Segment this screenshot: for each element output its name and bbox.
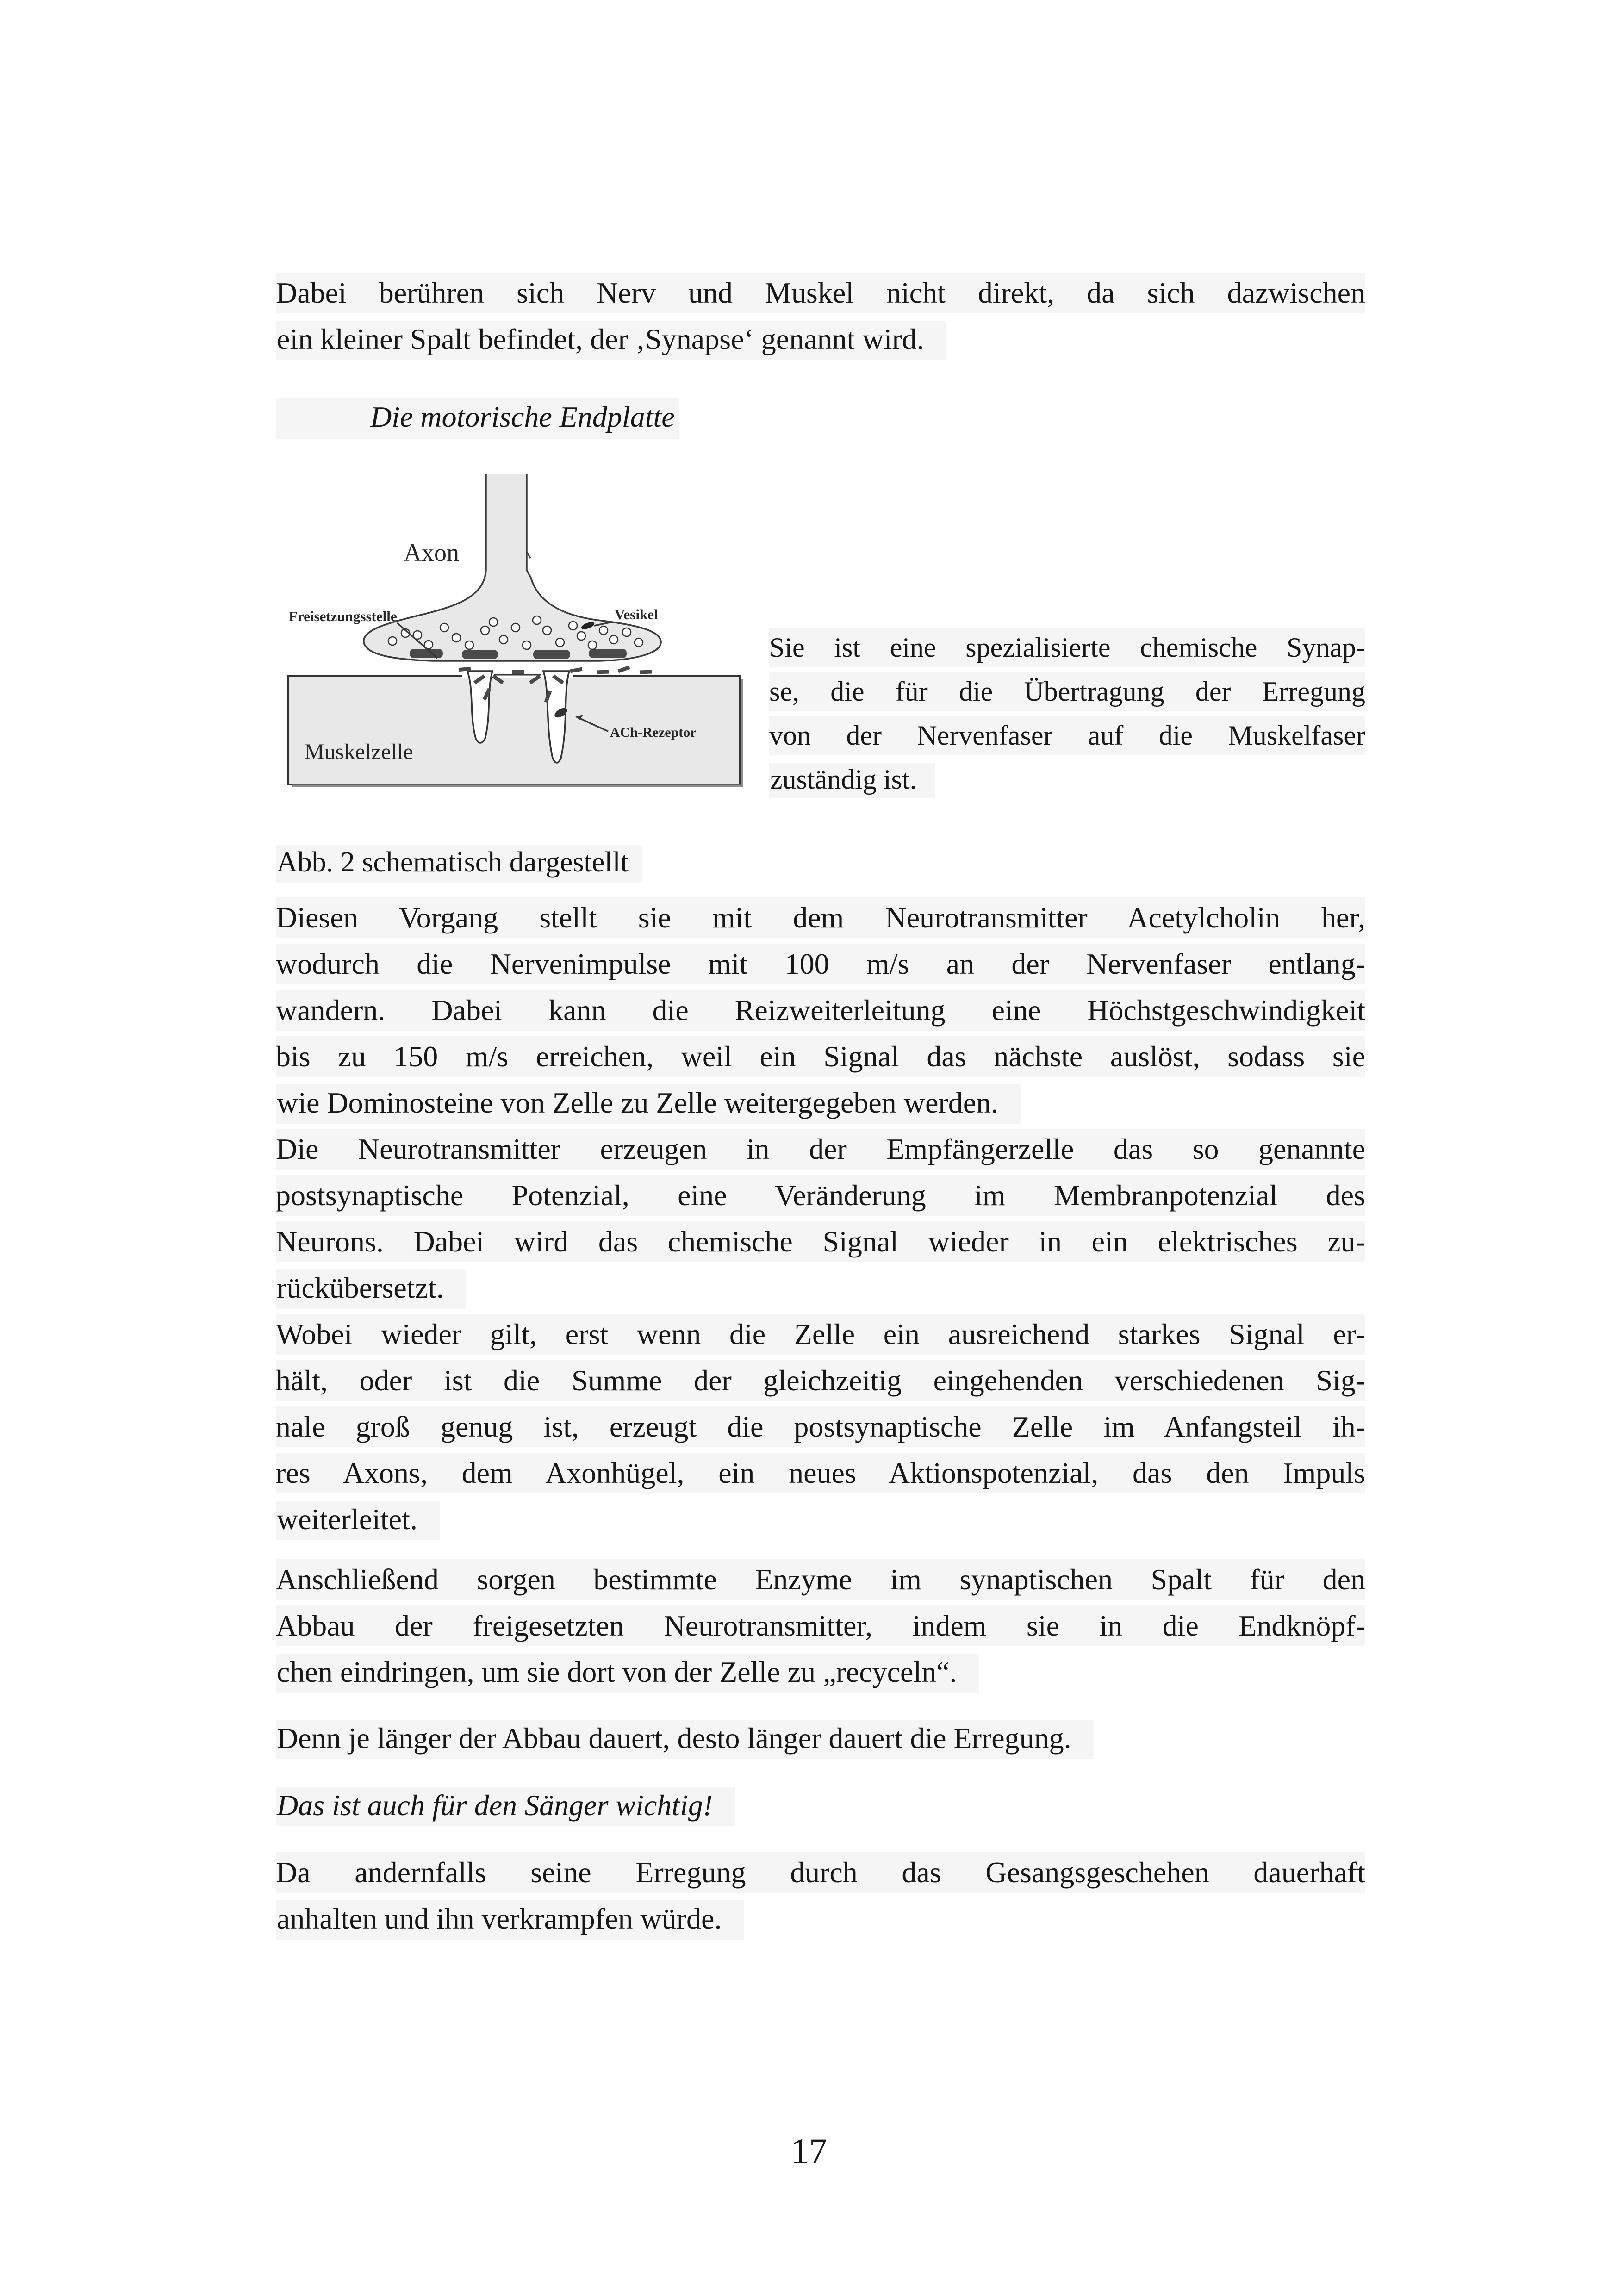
heading-text: Die motorische Endplatte [276, 394, 1365, 440]
text-line: Wobei wieder gilt, erst wenn die Zelle ein ausreichend starkes Signal er- [276, 1311, 1365, 1357]
text-line: bis zu 150 m/s erreichen, weil ein Signal das nächste auslöst, sodass sie [276, 1033, 1365, 1080]
figure-caption [276, 839, 1365, 885]
text-line: ein kleiner Spalt befindet, der ‚Synapse‘ genannt wird. [276, 316, 1365, 362]
figure-motor-endplate [278, 463, 815, 787]
text-line: Abbau der freigesetzten Neurotransmitter, indem sie in die Endknöpf- [276, 1603, 1365, 1649]
text-line: Da andernfalls seine Erregung durch das Gesangsgeschehen dauerhaft [276, 1849, 1365, 1896]
text-line: hält, oder ist die Summe der gleichzeitig eingehenden verschiedenen Sig- [276, 1357, 1365, 1404]
page-number: 17 [791, 2131, 827, 2171]
paragraph-7 [276, 1782, 1365, 1829]
text-line: wie Dominosteine von Zelle zu Zelle weitergegeben werden. [276, 1080, 1365, 1126]
text-line: wodurch die Nervenimpulse mit 100 m/s an der Nervenfaser entlang- [276, 941, 1365, 987]
side-paragraph [769, 626, 1365, 802]
text-line: Die Neurotransmitter erzeugen in der Empfängerzelle das so genannte [276, 1126, 1365, 1172]
text-line: anhalten und ihn verkrampfen würde. [276, 1896, 1365, 1942]
text-line: rückübersetzt. [276, 1265, 1365, 1311]
paragraph-8 [276, 1849, 1365, 1942]
section-heading [276, 394, 1365, 440]
vesicle-label: Vesikel [615, 606, 658, 622]
text-line: wandern. Dabei kann die Reizweiterleitung eine Höchstgeschwindigkeit [276, 987, 1365, 1033]
text-line: zuständig ist. [769, 758, 1365, 802]
paragraph-2 [276, 895, 1365, 1126]
text-line: res Axons, dem Axonhügel, ein neues Aktionspotenzial, das den Impuls [276, 1450, 1365, 1496]
ach-receptor-label: ACh-Rezeptor [610, 725, 697, 740]
muscle-cell-label: Muskelzelle [305, 740, 413, 764]
text-line: postsynaptische Potenzial, eine Veränderung im Membranpotenzial des [276, 1172, 1365, 1219]
text-line: chen eindringen, um sie dort von der Zelle zu „recyceln“. [276, 1649, 1365, 1695]
text-line: Anschließend sorgen bestimmte Enzyme im synaptischen Spalt für den [276, 1556, 1365, 1603]
caption-text: Abb. 2 schematisch dargestellt [276, 839, 1365, 885]
text-line: von der Nervenfaser auf die Muskelfaser [769, 714, 1365, 758]
axon-label: Axon [404, 539, 459, 566]
paragraph-6 [276, 1715, 1365, 1761]
text-line: Sie ist eine spezialisierte chemische Synap- [769, 626, 1365, 670]
text-line: nale groß genug ist, erzeugt die postsynaptische Zelle im Anfangsteil ih- [276, 1404, 1365, 1450]
text-line: weiterleitet. [276, 1496, 1365, 1543]
paragraph-1 [276, 270, 1365, 362]
text-line: Dabei berühren sich Nerv und Muskel nicht direkt, da sich dazwischen [276, 270, 1365, 316]
text-line: Diesen Vorgang stellt sie mit dem Neurotransmitter Acetylcholin her, [276, 895, 1365, 941]
text-line: Das ist auch für den Sänger wichtig! [276, 1782, 1365, 1829]
paragraph-4 [276, 1311, 1365, 1543]
text-line: Denn je länger der Abbau dauert, desto länger dauert die Erregung. [276, 1715, 1365, 1761]
paragraph-5 [276, 1556, 1365, 1695]
paragraph-3 [276, 1126, 1365, 1311]
text-line: se, die für die Übertragung der Erregung [769, 670, 1365, 714]
release-site-label: Freisetzungsstelle [289, 608, 397, 624]
text-line: Neurons. Dabei wird das chemische Signal wieder in ein elektrisches zu- [276, 1219, 1365, 1265]
